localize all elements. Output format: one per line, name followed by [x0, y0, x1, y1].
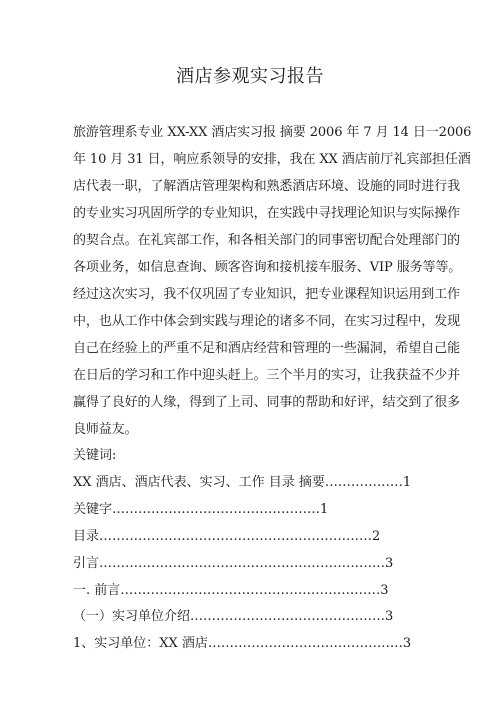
- body-line: 的契合点。在礼宾部工作，和各相关部门的同事密切配合处理部门的: [73, 233, 461, 248]
- body-line: 各项业务，如信息查询、顾客咨询和接机接车服务、VIP 服务等等。: [73, 260, 462, 275]
- toc-entry-keyword: 关键字…………………………………………1: [73, 502, 329, 517]
- keywords-label: 关键词:: [73, 448, 117, 463]
- body-line: 年 10 月 31 日，响应系领导的安排，我在 XX 酒店前厅礼宾部担任酒: [73, 152, 471, 167]
- body-line: 旅游管理系专业 XX-XX 酒店实习报 摘要 2006 年 7 月 14 日一2006: [73, 125, 472, 140]
- body-line: 的专业实习巩固所学的专业知识，在实践中寻找理论知识与实际操作: [73, 206, 461, 221]
- toc-entry-keywords: XX 酒店、酒店代表、实习、工作 目录 摘要………………1: [73, 475, 412, 490]
- body-line: 经过这次实习，我不仅巩固了专业知识，把专业课程知识运用到工作: [73, 287, 461, 302]
- body-line: 自己在经验上的严重不足和酒店经营和管理的一些漏洞，希望自己能: [73, 341, 461, 356]
- body-line: 店代表一职，了解酒店管理架构和熟悉酒店环境、设施的同时进行我: [73, 179, 461, 194]
- body-line: 赢得了良好的人缘，得到了上司、同事的帮助和好评，结交到了很多: [73, 395, 461, 410]
- toc-entry-unit: 1、实习单位：XX 酒店………………………………………3: [73, 636, 412, 651]
- toc-entry-introduction: 引言…………………………………………………………3: [73, 556, 394, 571]
- toc-entry-contents: 目录………………………………………………………2: [73, 529, 381, 544]
- body-line: 良师益友。: [73, 422, 138, 437]
- body-line: 在日后的学习和工作中迎头赶上。三个半月的实习，让我获益不少并: [73, 368, 461, 383]
- toc-entry-preface: 一. 前言……………………………………………………3: [73, 583, 389, 598]
- toc-entry-unit-intro: （一）实习单位介绍………………………………………3: [73, 609, 394, 624]
- page-title: 酒店参观实习报告: [176, 66, 324, 87]
- body-line: 中，也从工作中体会到实践与理论的诸多不同，在实习过程中，发现: [73, 314, 461, 329]
